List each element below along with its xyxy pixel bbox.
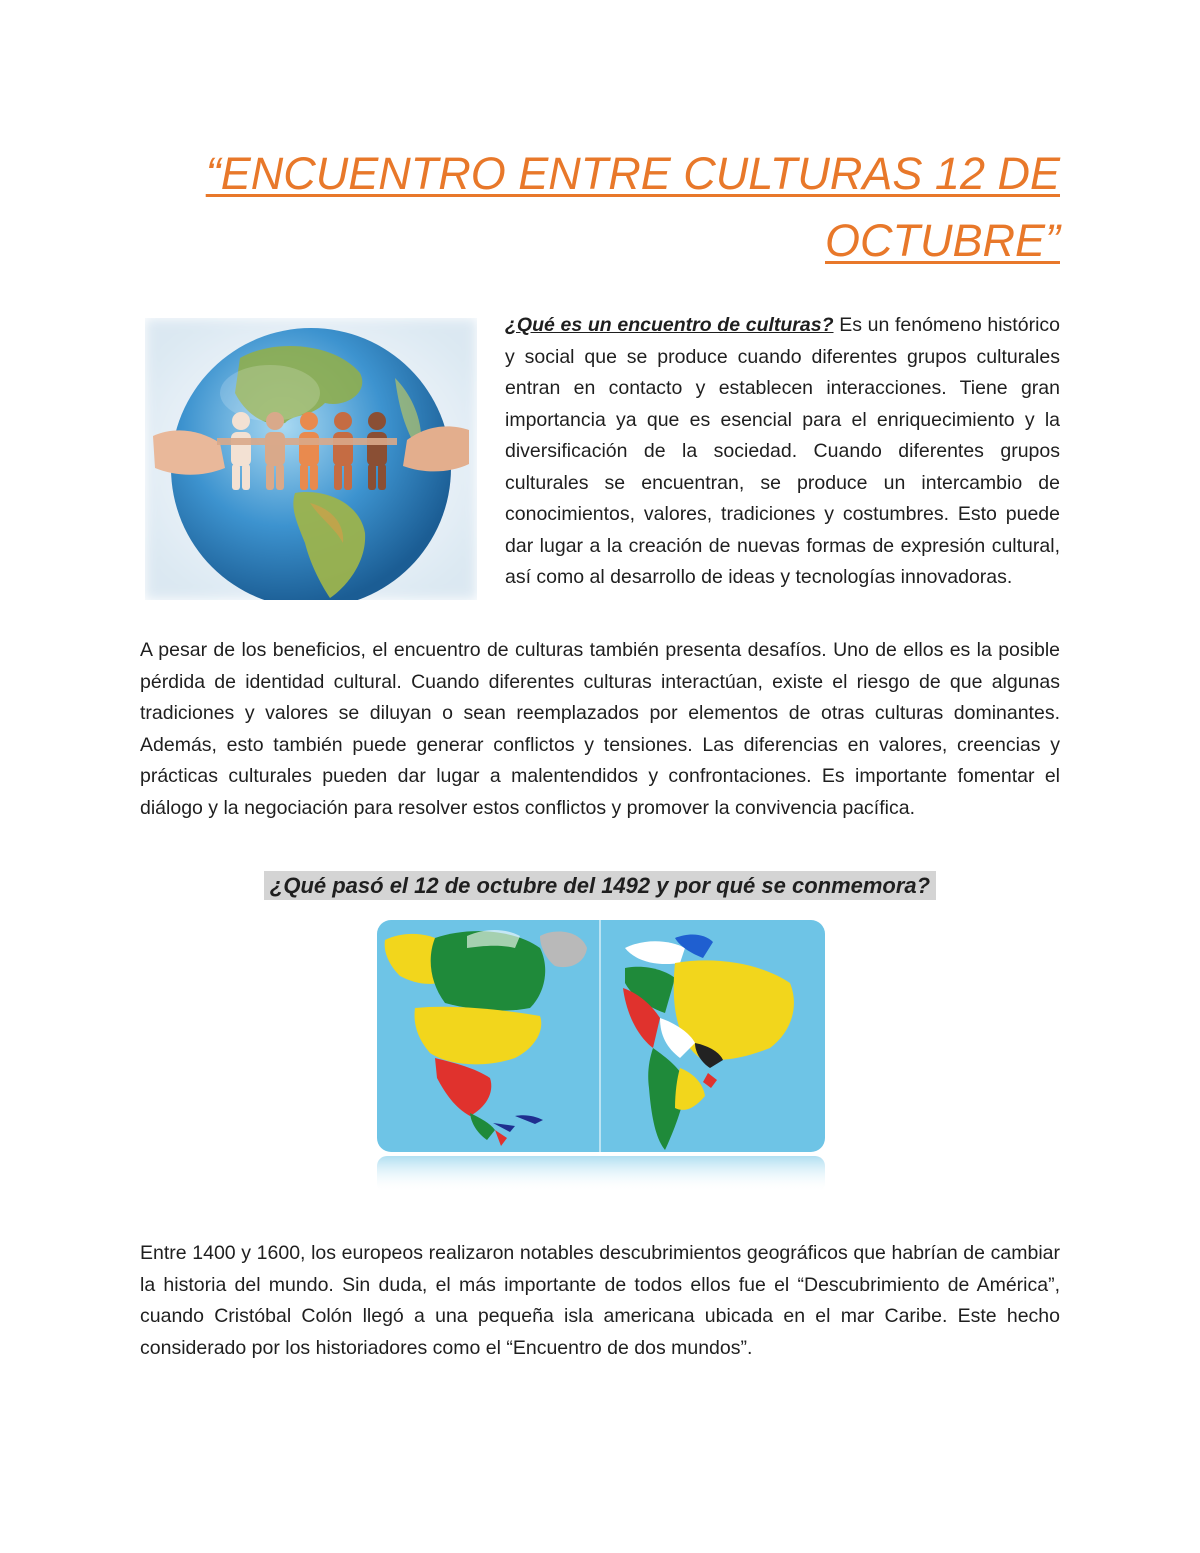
document-title	[160, 140, 1060, 274]
intro-text: Es un fenómeno histórico y social que se produce cuando diferentes grupos culturales entran en contacto y establecen interacciones. Tiene gran importancia ya que es esencial para el enriquecimiento y la diversificación de la sociedad. Cuando diferentes grupos culturales se encuentran, se produce un intercambio de conocimientos, valores, tradiciones y costumbres. Esto puede dar lugar a la creación de nuevas formas de expresión cultural, así como al desarrollo de ideas y tecnologías innovadoras.	[505, 314, 1060, 588]
intro-question: ¿Qué es un encuentro de culturas?	[505, 314, 834, 336]
title-line-1: “ENCUENTRO ENTRE CULTURAS 12 DE	[205, 148, 1060, 199]
history-paragraph: Entre 1400 y 1600, los europeos realizaron notables descubrimientos geográficos que habrían de cambiar la historia del mundo. Sin duda, el más importante de todos ellos fue el “Descubrimiento de América”, cuando Cristóbal Colón llegó a una pequeña isla americana ubicada en el mar Caribe. Este hecho considerado por los historiadores como el “Encuentro de dos mundos”.	[140, 1242, 1060, 1359]
section-subtitle	[0, 868, 1200, 904]
americas-map-image	[375, 918, 827, 1193]
title-line-2: OCTUBRE”	[825, 215, 1060, 266]
globe-image	[145, 318, 477, 600]
section-subtitle-text: ¿Qué pasó el 12 de octubre del 1492 y por qué se conmemora?	[264, 871, 936, 900]
intro-paragraph	[505, 310, 1060, 594]
challenges-paragraph: A pesar de los beneficios, el encuentro de culturas también presenta desafíos. Uno de ellos es la posible pérdida de identidad cultural. Cuando diferentes culturas interactúan, existe el riesgo de que algunas tradiciones y valores se diluyan o sean reemplazados por elementos de otras culturas dominantes. Además, esto también puede generar conflictos y tensiones. Las diferencias en valores, creencias y prácticas culturales pueden dar lugar a malentendidos y confrontaciones. Es importante fomentar el diálogo y la negociación para resolver estos conflictos y promover la convivencia pacífica.	[140, 639, 1060, 819]
